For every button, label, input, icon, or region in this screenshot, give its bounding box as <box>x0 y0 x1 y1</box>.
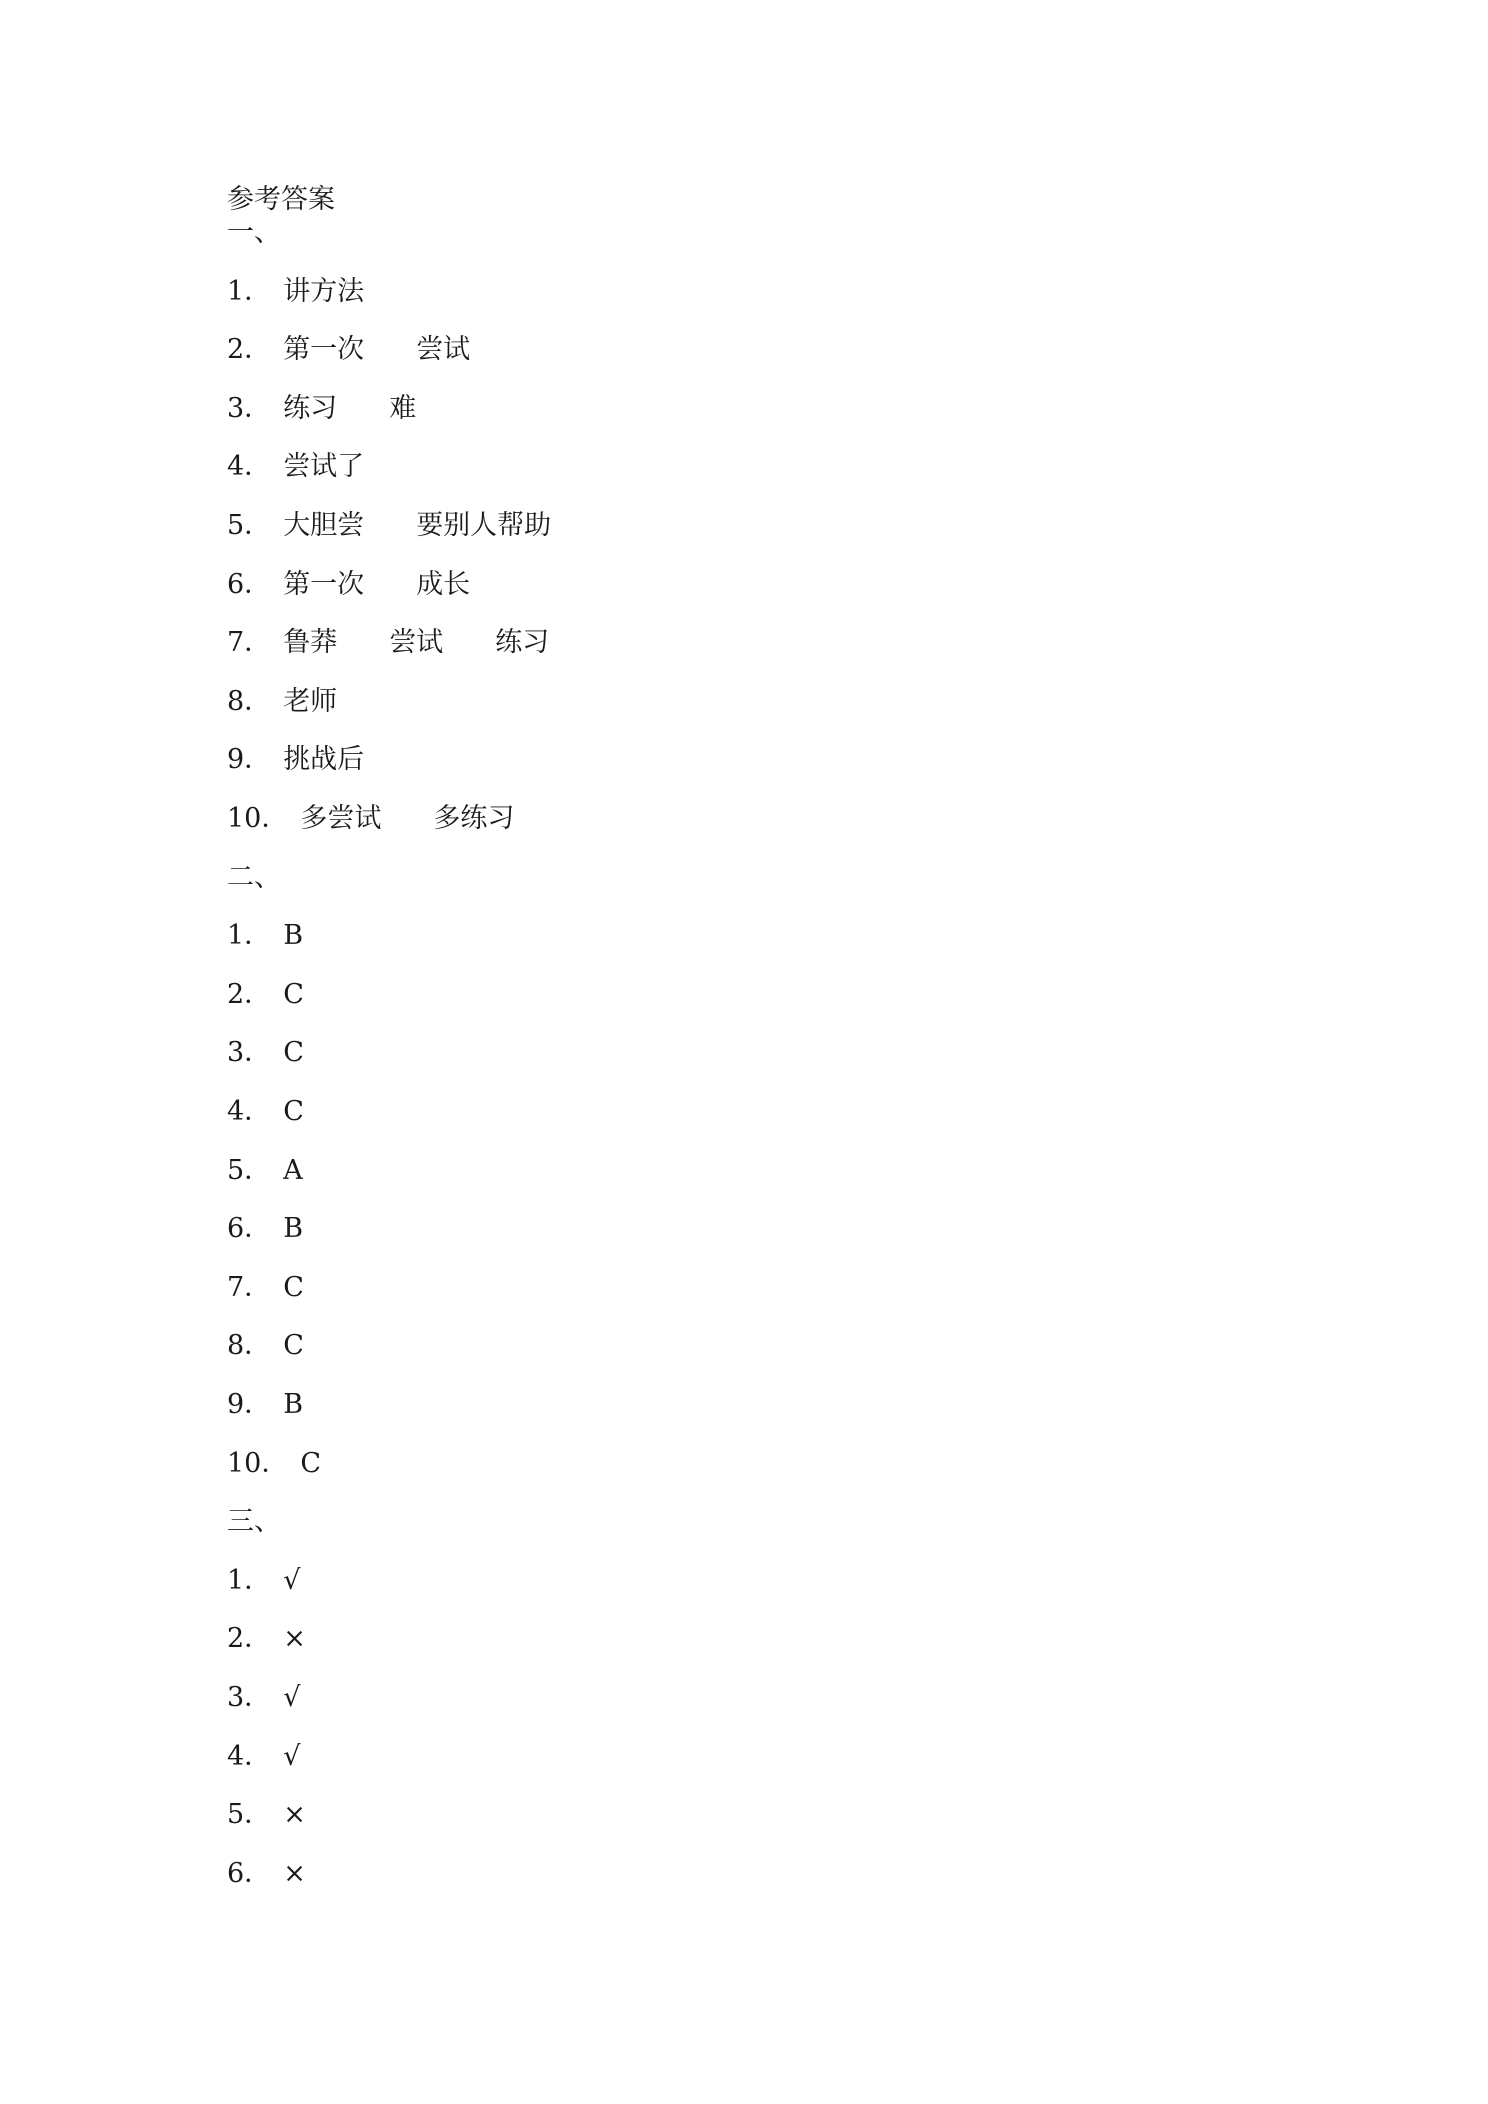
answer-row <box>227 1856 306 1892</box>
answer-text: A <box>283 1154 303 1186</box>
answer-text: 多练习 <box>433 803 515 834</box>
answer-text: 讲方法 <box>283 275 365 307</box>
answer-text: √ <box>283 1740 301 1772</box>
question-number: 4． <box>227 1740 272 1772</box>
answer-text: √ <box>283 1682 301 1713</box>
question-number: 1． <box>227 920 272 952</box>
answer-row <box>227 801 514 837</box>
question-number: 5． <box>227 1154 272 1186</box>
answer-row <box>227 449 364 485</box>
question-number: 3． <box>227 1682 272 1713</box>
answer-text: 难 <box>389 392 417 424</box>
answer-text: 尝试 <box>389 627 444 659</box>
answer-text: C <box>283 978 304 1010</box>
answer-text: B <box>283 1389 304 1420</box>
answer-row <box>227 625 549 661</box>
answer-row <box>227 1094 304 1130</box>
answer-text: C <box>283 1271 304 1303</box>
question-number: 1． <box>227 275 272 307</box>
answer-text: 练习 <box>495 627 550 659</box>
answer-text: 成长 <box>416 568 471 600</box>
answer-text: 第一次 <box>283 568 365 600</box>
answer-row <box>227 1153 303 1189</box>
answer-row <box>227 977 304 1013</box>
question-number: 6． <box>227 1857 272 1889</box>
answer-row <box>227 684 337 720</box>
section-heading: 三、 <box>227 1506 281 1538</box>
answer-text: 第一次 <box>283 334 365 366</box>
answer-row <box>227 274 364 310</box>
answer-text: C <box>283 1096 304 1127</box>
answer-row <box>227 1270 304 1306</box>
question-number: 6． <box>227 1213 272 1245</box>
answer-text: C <box>283 1037 304 1069</box>
answer-text: 多尝试 <box>300 803 382 834</box>
answer-row <box>227 742 364 778</box>
answer-row <box>227 1035 304 1071</box>
question-number: 4． <box>227 1096 272 1127</box>
answer-row <box>227 1621 306 1657</box>
answer-row <box>227 1387 303 1423</box>
answer-row <box>227 1446 321 1482</box>
section-heading: 二、 <box>227 861 281 893</box>
question-number: 1． <box>227 1564 272 1596</box>
answer-row <box>227 1328 304 1364</box>
page-title: 参考答案 <box>227 184 335 215</box>
question-number: 10． <box>227 803 289 834</box>
answer-text: 大胆尝 <box>283 510 365 541</box>
answer-text: 老师 <box>283 685 338 717</box>
answer-row <box>227 1680 300 1716</box>
question-number: 2． <box>227 978 272 1010</box>
answer-row <box>227 1739 300 1775</box>
answer-text: 尝试了 <box>283 451 365 483</box>
answer-row <box>227 508 551 544</box>
question-number: 5． <box>227 510 272 541</box>
answer-text: C <box>300 1447 322 1479</box>
question-number: 5． <box>227 1799 272 1831</box>
section-heading: 一、 <box>227 217 281 248</box>
answer-row <box>227 1797 306 1833</box>
answer-text: 鲁莽 <box>283 627 338 659</box>
question-number: 4． <box>227 451 272 483</box>
answer-text: × <box>283 1857 306 1889</box>
answer-text: 挑战后 <box>283 744 365 776</box>
question-number: 9． <box>227 744 272 776</box>
answer-text: B <box>283 1213 304 1245</box>
answer-text: 练习 <box>283 392 338 424</box>
answer-text: √ <box>283 1564 301 1596</box>
answer-row <box>227 391 416 427</box>
answer-text: 尝试 <box>416 334 471 366</box>
answer-text: 要别人帮助 <box>416 510 552 541</box>
question-number: 8． <box>227 685 272 717</box>
question-number: 6． <box>227 568 272 600</box>
question-number: 9． <box>227 1389 272 1420</box>
answer-text: B <box>283 920 304 952</box>
question-number: 3． <box>227 392 272 424</box>
answer-row <box>227 1211 303 1247</box>
question-number: 3． <box>227 1037 272 1069</box>
question-number: 10． <box>227 1447 289 1479</box>
answer-text: C <box>283 1330 304 1362</box>
question-number: 2． <box>227 334 272 366</box>
answer-text: × <box>283 1799 306 1831</box>
answer-text: × <box>283 1623 306 1655</box>
question-number: 7． <box>227 627 272 659</box>
question-number: 7． <box>227 1271 272 1303</box>
answer-row <box>227 332 470 368</box>
answer-row <box>227 567 470 603</box>
answer-row <box>227 918 303 954</box>
question-number: 2． <box>227 1623 272 1655</box>
question-number: 8． <box>227 1330 272 1362</box>
answer-row <box>227 1563 300 1599</box>
